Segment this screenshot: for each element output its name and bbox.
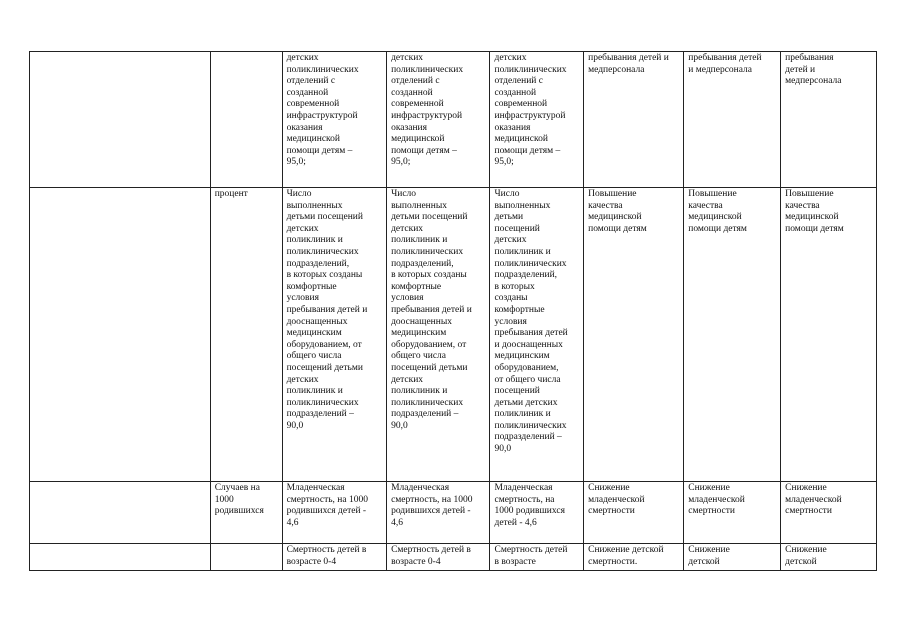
table-cell: Младенческая смертность, на 1000 родившихся детей - 4,6	[387, 482, 490, 544]
empty-cell	[30, 544, 211, 571]
table-cell: Младенческая смертность, на 1000 родившихся детей - 4,6	[282, 482, 387, 544]
table-cell: Повышение качества медицинской помощи детям	[584, 188, 684, 482]
table-cell: Снижение младенческой смертности	[781, 482, 877, 544]
table-cell: Повышение качества медицинской помощи детям	[781, 188, 877, 482]
unit-cell: процент	[210, 188, 282, 482]
table-cell: Смертность детей в возрасте	[490, 544, 584, 571]
table-cell: Число выполненных детьми посещений детских поликлиник и поликлинических подразделений, в которых созданы комфортные условия пребывания детей и дооснащенных медицинским оборудованием, от общего числа посещений детьми детских поликлиник и поликлинических подразделений – 90,0	[387, 188, 490, 482]
unit-cell	[210, 544, 282, 571]
empty-cell	[30, 482, 211, 544]
table-row	[30, 188, 877, 482]
table-row	[30, 544, 877, 571]
unit-cell: Случаев на 1000 родившихся	[210, 482, 282, 544]
table-cell: Число выполненных детьми посещений детских поликлиник и поликлинических подразделений, в которых созданы комфортные условия пребывания детей и дооснащенных медицинским оборудованием, от общего числа посещений детьми детских поликлиник и поликлинических подразделений – 90,0	[490, 188, 584, 482]
table-cell: Снижение младенческой смертности	[584, 482, 684, 544]
table-cell: Число выполненных детьми посещений детских поликлиник и поликлинических подразделений, в которых созданы комфортные условия пребывания детей и дооснащенных медицинским оборудованием, от общего числа посещений детьми детских поликлиник и поликлинических подразделений – 90,0	[282, 188, 387, 482]
table-cell: Снижение детской	[684, 544, 781, 571]
table-cell: Смертность детей в возрасте 0-4	[387, 544, 490, 571]
table-cell: пребывания детей и медперсонала	[781, 52, 877, 188]
empty-cell	[30, 52, 211, 188]
indicators-table	[29, 51, 877, 571]
table-cell: Повышение качества медицинской помощи детям	[684, 188, 781, 482]
table-cell: Младенческая смертность, на 1000 родившихся детей - 4,6	[490, 482, 584, 544]
table-row	[30, 482, 877, 544]
empty-cell	[30, 188, 211, 482]
table-cell: пребывания детей и медперсонала	[684, 52, 781, 188]
table-cell: Снижение детской	[781, 544, 877, 571]
table-cell: Смертность детей в возрасте 0-4	[282, 544, 387, 571]
table-cell: детских поликлинических отделений с созданной современной инфраструктурой оказания медицинской помощи детям – 95,0;	[490, 52, 584, 188]
unit-cell	[210, 52, 282, 188]
table-cell: Снижение детской смертности.	[584, 544, 684, 571]
table-cell: пребывания детей и медперсонала	[584, 52, 684, 188]
table-cell: детских поликлинических отделений с созданной современной инфраструктурой оказания медицинской помощи детям – 95,0;	[387, 52, 490, 188]
table-cell: Снижение младенческой смертности	[684, 482, 781, 544]
table-row	[30, 52, 877, 188]
table-cell: детских поликлинических отделений с созданной современной инфраструктурой оказания медицинской помощи детям – 95,0;	[282, 52, 387, 188]
